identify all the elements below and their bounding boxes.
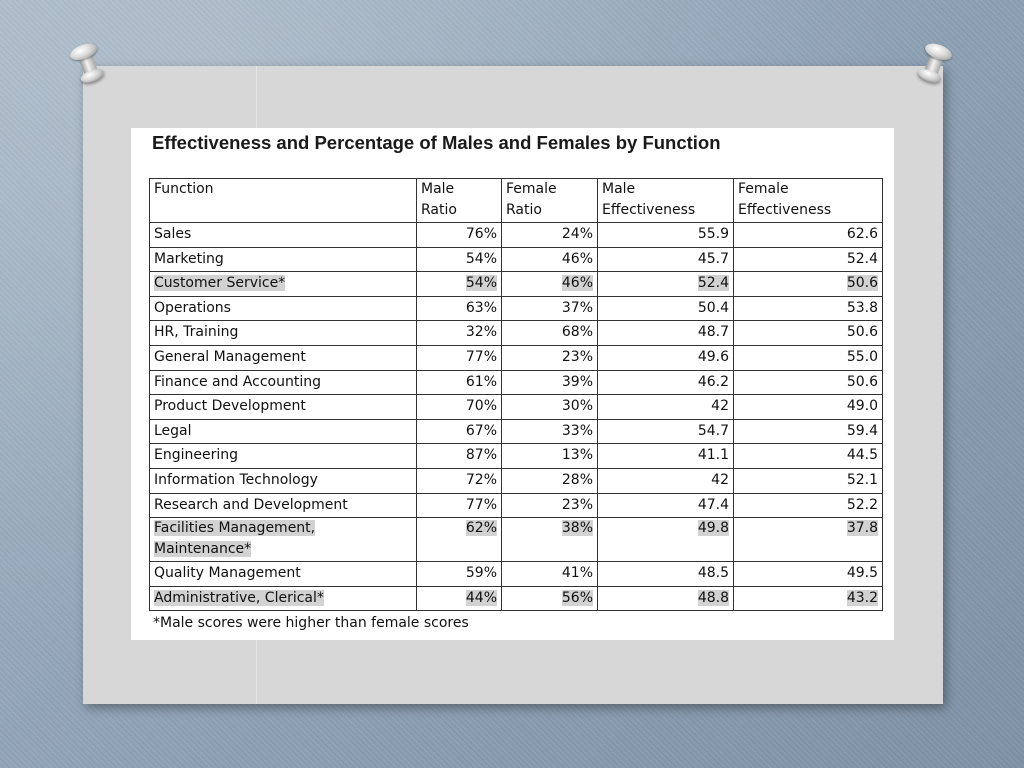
male-effectiveness-cell-value: 48.5 — [697, 565, 729, 582]
male-effectiveness-cell-value: 54.7 — [697, 422, 729, 439]
male-effectiveness-cell-value: 49.8 — [697, 520, 729, 537]
female-effectiveness-cell-value: 50.6 — [846, 324, 878, 341]
male-ratio-cell — [417, 419, 502, 444]
female-ratio-cell — [502, 345, 598, 370]
male-effectiveness-cell-value: 42 — [711, 398, 729, 415]
female-ratio-cell-value: 38% — [561, 520, 593, 537]
female-effectiveness-cell — [734, 321, 883, 346]
header-female-effectiveness: Female Effectiveness — [734, 179, 883, 223]
female-ratio-cell-value: 37% — [561, 299, 593, 316]
header-male-ratio: Male Ratio — [417, 179, 502, 223]
table-row — [150, 223, 883, 248]
female-effectiveness-cell-value: 49.5 — [846, 565, 878, 582]
header-female-ratio: Female Ratio — [502, 179, 598, 223]
male-effectiveness-cell — [598, 223, 734, 248]
male-effectiveness-cell-value: 41.1 — [697, 447, 729, 464]
function-label: Maintenance* — [154, 541, 252, 558]
female-ratio-cell-value: 24% — [561, 226, 593, 242]
male-ratio-cell-value: 62% — [465, 520, 497, 537]
female-effectiveness-cell-value: 37.8 — [846, 520, 878, 537]
male-ratio-cell — [417, 395, 502, 420]
table-row — [150, 518, 883, 562]
male-effectiveness-cell-value: 48.7 — [697, 324, 729, 341]
function-cell — [150, 321, 417, 346]
female-ratio-cell — [502, 518, 598, 562]
table-row — [150, 419, 883, 444]
male-ratio-cell-value: 54% — [465, 250, 497, 267]
female-effectiveness-cell-value: 53.8 — [846, 299, 878, 316]
male-ratio-cell-value: 59% — [465, 565, 497, 582]
function-label: HR, Training — [154, 324, 239, 341]
function-label: Marketing — [154, 250, 224, 267]
female-ratio-cell — [502, 321, 598, 346]
male-effectiveness-cell-value: 45.7 — [697, 250, 729, 267]
male-ratio-cell — [417, 345, 502, 370]
female-effectiveness-cell-value: 52.4 — [846, 250, 878, 267]
female-ratio-cell — [502, 272, 598, 297]
male-effectiveness-cell — [598, 247, 734, 272]
function-cell — [150, 370, 417, 395]
female-ratio-cell-value: 41% — [561, 565, 593, 582]
function-cell — [150, 296, 417, 321]
table-row — [150, 468, 883, 493]
male-ratio-cell — [417, 370, 502, 395]
female-effectiveness-cell — [734, 272, 883, 297]
male-effectiveness-cell — [598, 321, 734, 346]
male-effectiveness-cell — [598, 468, 734, 493]
male-effectiveness-cell — [598, 419, 734, 444]
male-effectiveness-cell — [598, 296, 734, 321]
female-ratio-cell-value: 46% — [561, 275, 593, 292]
female-effectiveness-cell-value: 59.4 — [846, 422, 878, 439]
female-ratio-cell — [502, 586, 598, 611]
effectiveness-table — [149, 178, 883, 611]
male-effectiveness-cell-value: 42 — [711, 471, 729, 488]
female-effectiveness-cell-value: 52.1 — [846, 471, 878, 488]
female-effectiveness-cell — [734, 586, 883, 611]
female-effectiveness-cell-value: 43.2 — [846, 589, 878, 606]
male-ratio-cell-value: 54% — [465, 275, 497, 292]
table-title: Effectiveness and Percentage of Males and Females by Function — [152, 132, 721, 153]
female-effectiveness-cell-value: 44.5 — [846, 447, 878, 464]
female-effectiveness-cell — [734, 345, 883, 370]
male-ratio-cell-value: 67% — [465, 422, 497, 439]
female-ratio-cell — [502, 468, 598, 493]
function-label: Sales — [154, 226, 192, 242]
table-row — [150, 395, 883, 420]
table-sheet — [131, 128, 894, 640]
female-effectiveness-cell-value: 62.6 — [846, 226, 878, 242]
table-row — [150, 493, 883, 518]
function-cell — [150, 586, 417, 611]
female-effectiveness-cell-value: 52.2 — [846, 496, 878, 513]
male-ratio-cell — [417, 518, 502, 562]
female-effectiveness-cell-value: 55.0 — [846, 348, 878, 365]
female-effectiveness-cell-value: 50.6 — [846, 275, 878, 292]
female-ratio-cell-value: 68% — [561, 324, 593, 341]
female-ratio-cell — [502, 562, 598, 587]
male-effectiveness-cell — [598, 518, 734, 562]
male-ratio-cell-value: 76% — [465, 226, 497, 242]
male-ratio-cell-value: 70% — [465, 398, 497, 415]
female-ratio-cell-value: 39% — [561, 373, 593, 390]
female-ratio-cell-value: 23% — [561, 496, 593, 513]
male-effectiveness-cell-value: 47.4 — [697, 496, 729, 513]
male-ratio-cell — [417, 247, 502, 272]
function-label: Engineering — [154, 447, 238, 464]
female-effectiveness-cell — [734, 395, 883, 420]
male-ratio-cell — [417, 586, 502, 611]
male-effectiveness-cell — [598, 562, 734, 587]
male-effectiveness-cell — [598, 493, 734, 518]
female-ratio-cell-value: 28% — [561, 471, 593, 488]
function-label: Administrative, Clerical* — [154, 589, 324, 606]
male-ratio-cell — [417, 562, 502, 587]
female-effectiveness-cell — [734, 493, 883, 518]
female-ratio-cell — [502, 493, 598, 518]
table-row — [150, 586, 883, 611]
male-ratio-cell — [417, 493, 502, 518]
male-effectiveness-cell-value: 48.8 — [697, 589, 729, 606]
female-ratio-cell — [502, 419, 598, 444]
table-row — [150, 562, 883, 587]
function-cell — [150, 419, 417, 444]
female-effectiveness-cell — [734, 444, 883, 469]
function-cell — [150, 468, 417, 493]
male-effectiveness-cell — [598, 272, 734, 297]
male-effectiveness-cell-value: 50.4 — [697, 299, 729, 316]
female-effectiveness-cell — [734, 518, 883, 562]
male-ratio-cell-value: 77% — [465, 496, 497, 513]
female-ratio-cell-value: 56% — [561, 589, 593, 606]
function-label: Information Technology — [154, 471, 318, 488]
female-effectiveness-cell — [734, 223, 883, 248]
male-effectiveness-cell — [598, 444, 734, 469]
female-ratio-cell — [502, 223, 598, 248]
function-cell — [150, 493, 417, 518]
pushpin-icon — [914, 40, 954, 87]
header-function: Function — [150, 179, 417, 223]
function-label: Customer Service* — [154, 275, 286, 292]
male-effectiveness-cell — [598, 586, 734, 611]
male-ratio-cell-value: 72% — [465, 471, 497, 488]
function-cell — [150, 562, 417, 587]
male-effectiveness-cell — [598, 395, 734, 420]
function-label: Finance and Accounting — [154, 373, 321, 390]
table-row — [150, 321, 883, 346]
female-ratio-cell — [502, 370, 598, 395]
female-effectiveness-cell — [734, 370, 883, 395]
male-ratio-cell-value: 77% — [465, 348, 497, 365]
function-label: Product Development — [154, 398, 306, 415]
male-effectiveness-cell — [598, 345, 734, 370]
male-ratio-cell-value: 32% — [465, 324, 497, 341]
female-ratio-cell-value: 46% — [561, 250, 593, 267]
table-row — [150, 345, 883, 370]
male-ratio-cell-value: 87% — [465, 447, 497, 464]
table-footnote: *Male scores were higher than female scores — [153, 615, 469, 631]
table-header-row — [150, 179, 883, 223]
function-label: General Management — [154, 348, 306, 365]
male-ratio-cell — [417, 321, 502, 346]
female-ratio-cell-value: 30% — [561, 398, 593, 415]
male-effectiveness-cell-value: 49.6 — [697, 348, 729, 365]
male-ratio-cell — [417, 468, 502, 493]
table-row — [150, 247, 883, 272]
function-cell — [150, 518, 417, 562]
function-cell — [150, 345, 417, 370]
male-ratio-cell-value: 63% — [465, 299, 497, 316]
male-effectiveness-cell — [598, 370, 734, 395]
female-ratio-cell — [502, 296, 598, 321]
function-label: Facilities Management, — [154, 520, 316, 537]
female-ratio-cell — [502, 247, 598, 272]
function-cell — [150, 444, 417, 469]
function-cell — [150, 395, 417, 420]
female-ratio-cell-value: 23% — [561, 348, 593, 365]
male-ratio-cell — [417, 223, 502, 248]
table-row — [150, 370, 883, 395]
function-cell — [150, 223, 417, 248]
female-ratio-cell-value: 33% — [561, 422, 593, 439]
male-ratio-cell — [417, 296, 502, 321]
header-male-effectiveness: Male Effectiveness — [598, 179, 734, 223]
function-label: Operations — [154, 299, 231, 316]
male-ratio-cell — [417, 444, 502, 469]
male-effectiveness-cell-value: 52.4 — [697, 275, 729, 292]
female-effectiveness-cell — [734, 562, 883, 587]
male-effectiveness-cell-value: 55.9 — [697, 226, 729, 242]
function-label: Research and Development — [154, 496, 348, 513]
female-ratio-cell — [502, 444, 598, 469]
female-effectiveness-cell — [734, 296, 883, 321]
female-effectiveness-cell — [734, 468, 883, 493]
male-effectiveness-cell-value: 46.2 — [697, 373, 729, 390]
female-effectiveness-cell-value: 49.0 — [846, 398, 878, 415]
female-effectiveness-cell — [734, 419, 883, 444]
function-label: Quality Management — [154, 565, 301, 582]
table-row — [150, 296, 883, 321]
male-ratio-cell-value: 61% — [465, 373, 497, 390]
function-cell — [150, 272, 417, 297]
male-ratio-cell — [417, 272, 502, 297]
function-cell — [150, 247, 417, 272]
table-row — [150, 272, 883, 297]
table-row — [150, 444, 883, 469]
female-ratio-cell-value: 13% — [561, 447, 593, 464]
function-label: Legal — [154, 422, 192, 439]
male-ratio-cell-value: 44% — [465, 589, 497, 606]
female-ratio-cell — [502, 395, 598, 420]
female-effectiveness-cell-value: 50.6 — [846, 373, 878, 390]
female-effectiveness-cell — [734, 247, 883, 272]
